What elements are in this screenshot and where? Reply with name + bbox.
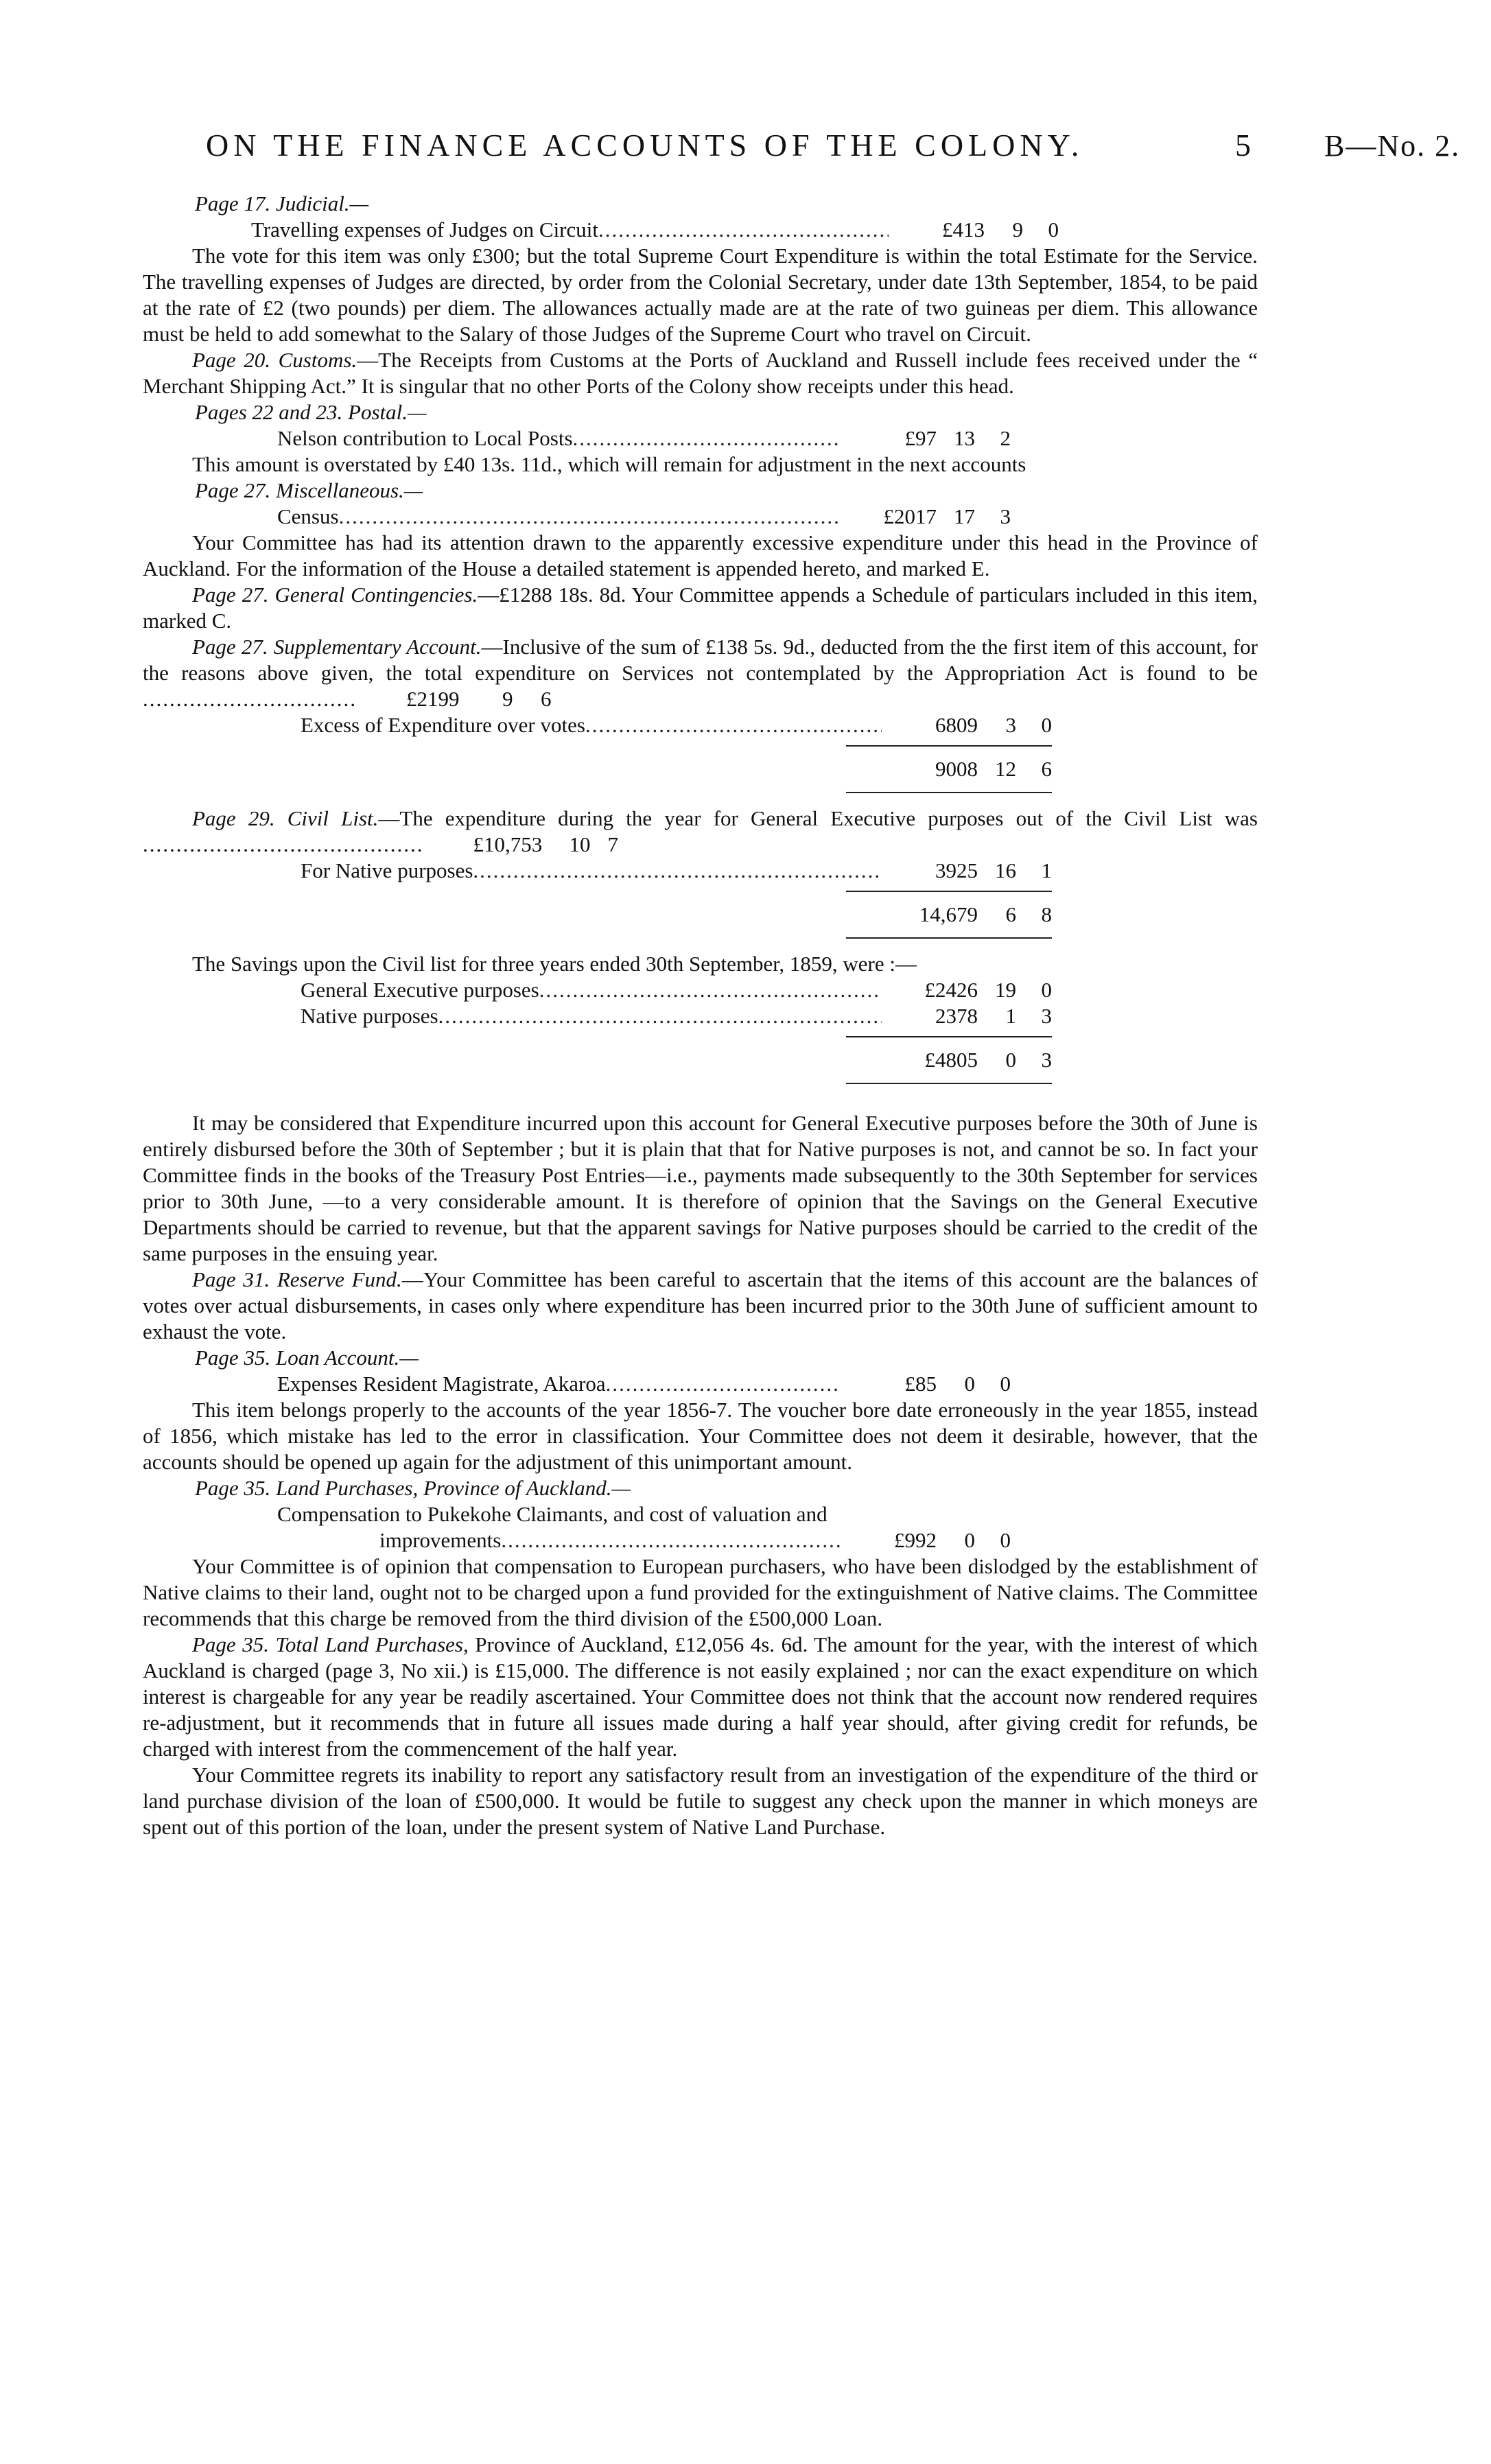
ledger-line: For Native purposes ..... 3925 16 1: [143, 858, 1258, 884]
total-row: £4805 0 3: [143, 1029, 1258, 1096]
section-heading-judicial: Page 17. Judicial.—: [195, 191, 369, 215]
paragraph: This amount is overstated by £40 13s. 11d., which will remain for adjustment in the next accounts: [192, 452, 1026, 476]
ledger-line: improvements ..... £992 0 0: [143, 1527, 1258, 1553]
page-header: [0, 127, 1491, 168]
paragraph-supplementary: Page 27. Supplementary Account.—Inclusive of the sum of £138 5s. 9d., deducted from the the first item of this account, for the reasons above given, the total expenditure on Services not contemplated by the Appropriation Act is found to be ................................ £2199 9 6: [143, 635, 1258, 711]
total-row: 9008 12 6: [143, 738, 1258, 806]
document-reference: B—No. 2.: [1324, 129, 1461, 163]
paragraph-contingencies: Page 27. General Contingencies.—£1288 18s. 8d. Your Committee appends a Schedule of particulars included in this item, marked C.: [143, 583, 1258, 633]
ledger-line: General Executive purposes ..... £2426 19 0: [143, 977, 1258, 1003]
paragraph: Your Committee has had its attention drawn to the apparently excessive expenditure under this head in the Province of Auckland. For the information of the House a detailed statement is appended hereto, and marked E.: [143, 530, 1258, 580]
page-number: 5: [1235, 128, 1251, 163]
section-heading-postal: Pages 22 and 23. Postal.—: [195, 400, 427, 424]
paragraph-civil-list: Page 29. Civil List.—The expenditure during the year for General Executive purposes out of the Civil List was .......................................... £10,753 10 7: [143, 806, 1258, 856]
report-body: [143, 191, 1258, 1840]
ledger-line: Expenses Resident Magistrate, Akaroa ..... £85 0 0: [143, 1371, 1258, 1397]
section-heading-land: Page 35. Land Purchases, Province of Auckland.—: [195, 1476, 631, 1500]
ledger-line: Native purposes ..... 2378 1 3: [143, 1003, 1258, 1029]
total-row: 14,679 6 8: [143, 884, 1258, 951]
paragraph-reserve-fund: Page 31. Reserve Fund.—Your Committee has been careful to ascertain that the items of this account are the balances of votes over actual disbursements, in cases only where expenditure has been incurred prior to the 30th June of sufficient amount to exhaust the vote.: [143, 1267, 1258, 1344]
ledger-line: Travelling expenses of Judges on Circuit ..... £413 9 0: [143, 217, 1258, 243]
section-heading-loan: Page 35. Loan Account.—: [195, 1346, 419, 1370]
ledger-line: Excess of Expenditure over votes ..... 6809 3 0: [143, 712, 1258, 738]
paragraph: The vote for this item was only £300; but the total Supreme Court Expenditure is within the total Estimate for the Service. The travelling expenses of Judges are directed, by order from the Colonial Secretary, under date 13th September, 1854, to be paid at the rate of £2 (two pounds) per diem. The allowances actually made are at the rate of two guineas per diem. This allowance must be held to add somewhat to the Salary of those Judges of the Supreme Court who travel on Circuit.: [143, 244, 1258, 346]
paragraph: Your Committee is of opinion that compensation to European purchasers, who have been dislodged by the establishment of Native claims to their land, ought not to be charged upon a fund provided for the extinguishment of Native claims. The Committee recommends that this charge be removed from the third division of the £500,000 Loan.: [143, 1554, 1258, 1630]
paragraph-savings: The Savings upon the Civil list for three years ended 30th September, 1859, were :—: [192, 952, 917, 976]
paragraph-customs: Page 20. Customs.—The Receipts from Customs at the Ports of Auckland and Russell include fees received under the “ Merchant Shipping Act.” It is singular that no other Ports of the Colony show receipts under this head.: [143, 348, 1258, 398]
running-title: ON THE FINANCE ACCOUNTS OF THE COLONY.: [206, 128, 1084, 163]
paragraph-total-land: Page 35. Total Land Purchases, Province of Auckland, £12,056 4s. 6d. The amount for the year, with the interest of which Auckland is charged (page 3, No xii.) is £15,000. The difference is not easily explained ; nor can the exact expenditure on which interest is chargeable for any year be readily ascertained. Your Committee does not think that the account now rendered requires re-adjustment, but it recommends that in future all issues made during a half year should, after giving credit for refunds, be charged with interest from the commencement of the half year.: [143, 1632, 1258, 1761]
ledger-text: Compensation to Pukekohe Claimants, and cost of valuation and: [277, 1502, 827, 1526]
paragraph-final: Your Committee regrets its inability to report any satisfactory result from an investigation of the expenditure of the third or land purchase division of the loan of £500,000. It would be futile to suggest any check upon the manner in which moneys are spent out of this portion of the loan, under the present system of Native Land Purchase.: [143, 1763, 1258, 1839]
ledger-line: Census ..... £2017 17 3: [143, 504, 1258, 530]
section-heading-misc: Page 27. Miscellaneous.—: [195, 478, 423, 502]
paragraph-native-purposes: It may be considered that Expenditure incurred upon this account for General Executive purposes before the 30th of June is entirely disbursed before the 30th of September ; but it is plain that that for Native purposes is not, and cannot be so. In fact your Committee finds in the books of the Treasury Post Entries—i.e., payments made subsequently to the 30th September for services prior to 30th June, —to a very considerable amount. It is therefore of opinion that the Savings on the General Executive Departments should be carried to revenue, but that the apparent savings for Native purposes should be carried to the credit of the same purposes in the ensuing year.: [143, 1111, 1258, 1265]
paragraph: This item belongs properly to the accounts of the year 1856-7. The voucher bore date erroneously in the year 1855, instead of 1856, which mistake has led to the error in classification. Your Committee does not deem it desirable, however, that the accounts should be opened up again for the adjustment of this unimportant amount.: [143, 1398, 1258, 1474]
ledger-line: Nelson contribution to Local Posts ..... £97 13 2: [143, 425, 1258, 451]
